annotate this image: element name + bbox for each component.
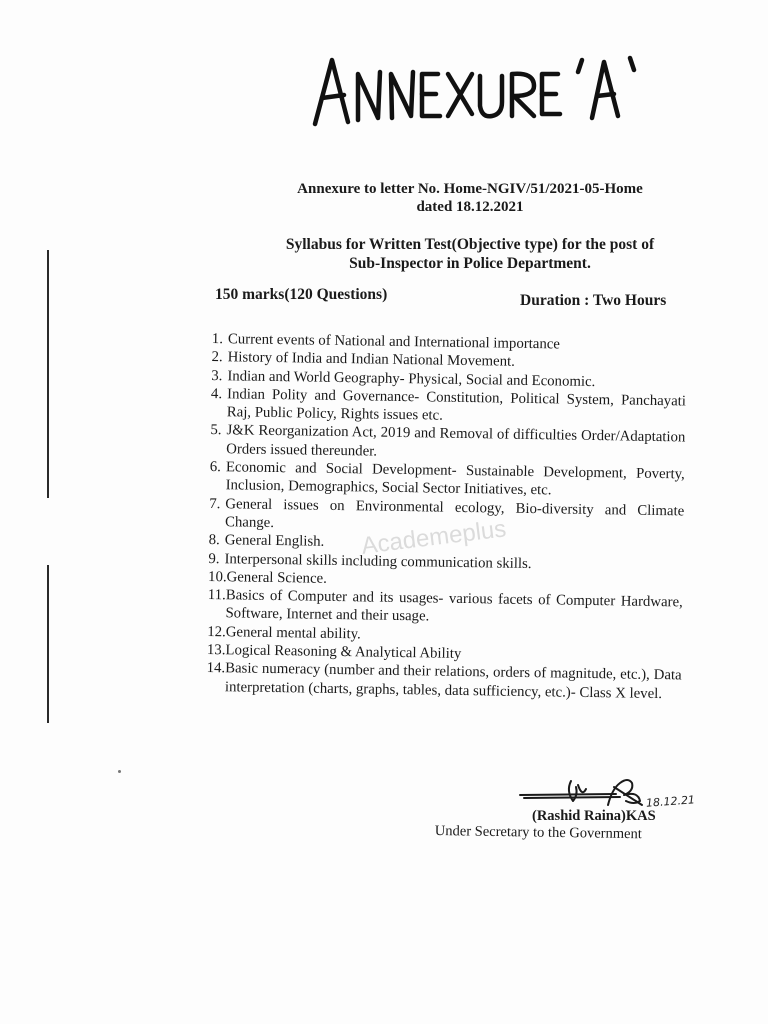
item-text: General mental ability.: [225, 624, 361, 643]
item-number: 7.: [209, 495, 221, 512]
item-text: Current events of National and International importance: [227, 331, 561, 353]
item-text: General issues on Environmental ecology, Bio-diversity and Climate Change.: [224, 495, 685, 531]
signatory-name: (Rashid Raina)KAS: [532, 808, 656, 824]
signature-date: 18.12.21: [645, 793, 696, 810]
letter-date: dated 18.12.2021: [416, 199, 524, 215]
item-number: 5.: [210, 422, 222, 439]
item-number: 14.: [206, 660, 226, 677]
item-number: 9.: [208, 550, 220, 567]
item-number: 1.: [211, 330, 224, 348]
item-text: Economic and Social Development- Sustainable Development, Poverty, Inclusion, Demographics, Social Sector Initiatives, etc.: [225, 459, 685, 499]
handwritten-annexure-title: [312, 50, 642, 130]
item-number: 13.: [206, 642, 226, 659]
item-text: History of India and Indian National Movement.: [227, 349, 516, 371]
scan-edge-mark: [47, 565, 49, 723]
item-number: 6.: [209, 459, 222, 476]
item-number: 4.: [210, 385, 223, 403]
item-text: Basics of Computer and its usages- various facets of Computer Hardware, Software, Internet and their usage.: [225, 587, 683, 625]
item-text: Indian and World Geography- Physical, Social and Economic.: [227, 367, 596, 390]
item-text: General Science.: [226, 569, 327, 587]
syllabus-subject: [210, 235, 730, 273]
duration-info: Duration : Two Hours: [520, 292, 667, 309]
item-text: Logical Reasoning & Analytical Ability: [225, 642, 462, 663]
item-number: 11.: [207, 587, 226, 604]
item-text: Indian Polity and Governance- Constitution, Political System, Panchayati Raj, Public Policy, Rights issues etc.: [226, 386, 687, 424]
marks-info: 150 marks(120 Questions): [215, 286, 388, 303]
item-text: Interpersonal skills including communication skills.: [224, 550, 532, 572]
letter-header: [210, 180, 730, 216]
subject-line: Syllabus for Written Test(Objective type) for the post of: [285, 236, 655, 253]
item-text: General English.: [224, 532, 325, 551]
item-text: J&K Reorganization Act, 2019 and Removal of difficulties Order/Adaptation Orders issued thereunder.: [226, 422, 686, 460]
scan-edge-mark: [47, 250, 49, 498]
item-text: Basic numeracy (number and their relations, orders of magnitude, etc.), Data interpretation (charts, graphs, tables, data sufficiency, etc.)- Class X level.: [224, 660, 682, 702]
item-number: 2.: [211, 349, 223, 366]
item-number: 10.: [207, 568, 227, 586]
subject-line: Sub-Inspector in Police Department.: [349, 255, 591, 272]
syllabus-list: [206, 330, 687, 703]
item-number: 3.: [211, 367, 223, 384]
item-number: 8.: [208, 532, 220, 549]
scan-speck: [118, 770, 121, 773]
item-number: 12.: [207, 623, 226, 641]
watermark: Academeplus: [360, 515, 508, 560]
signatory-designation: Under Secretary to the Government: [434, 823, 642, 843]
letter-reference: Annexure to letter No. Home-NGIV/51/2021-05-Home: [297, 181, 643, 197]
syllabus-item: [206, 659, 682, 703]
